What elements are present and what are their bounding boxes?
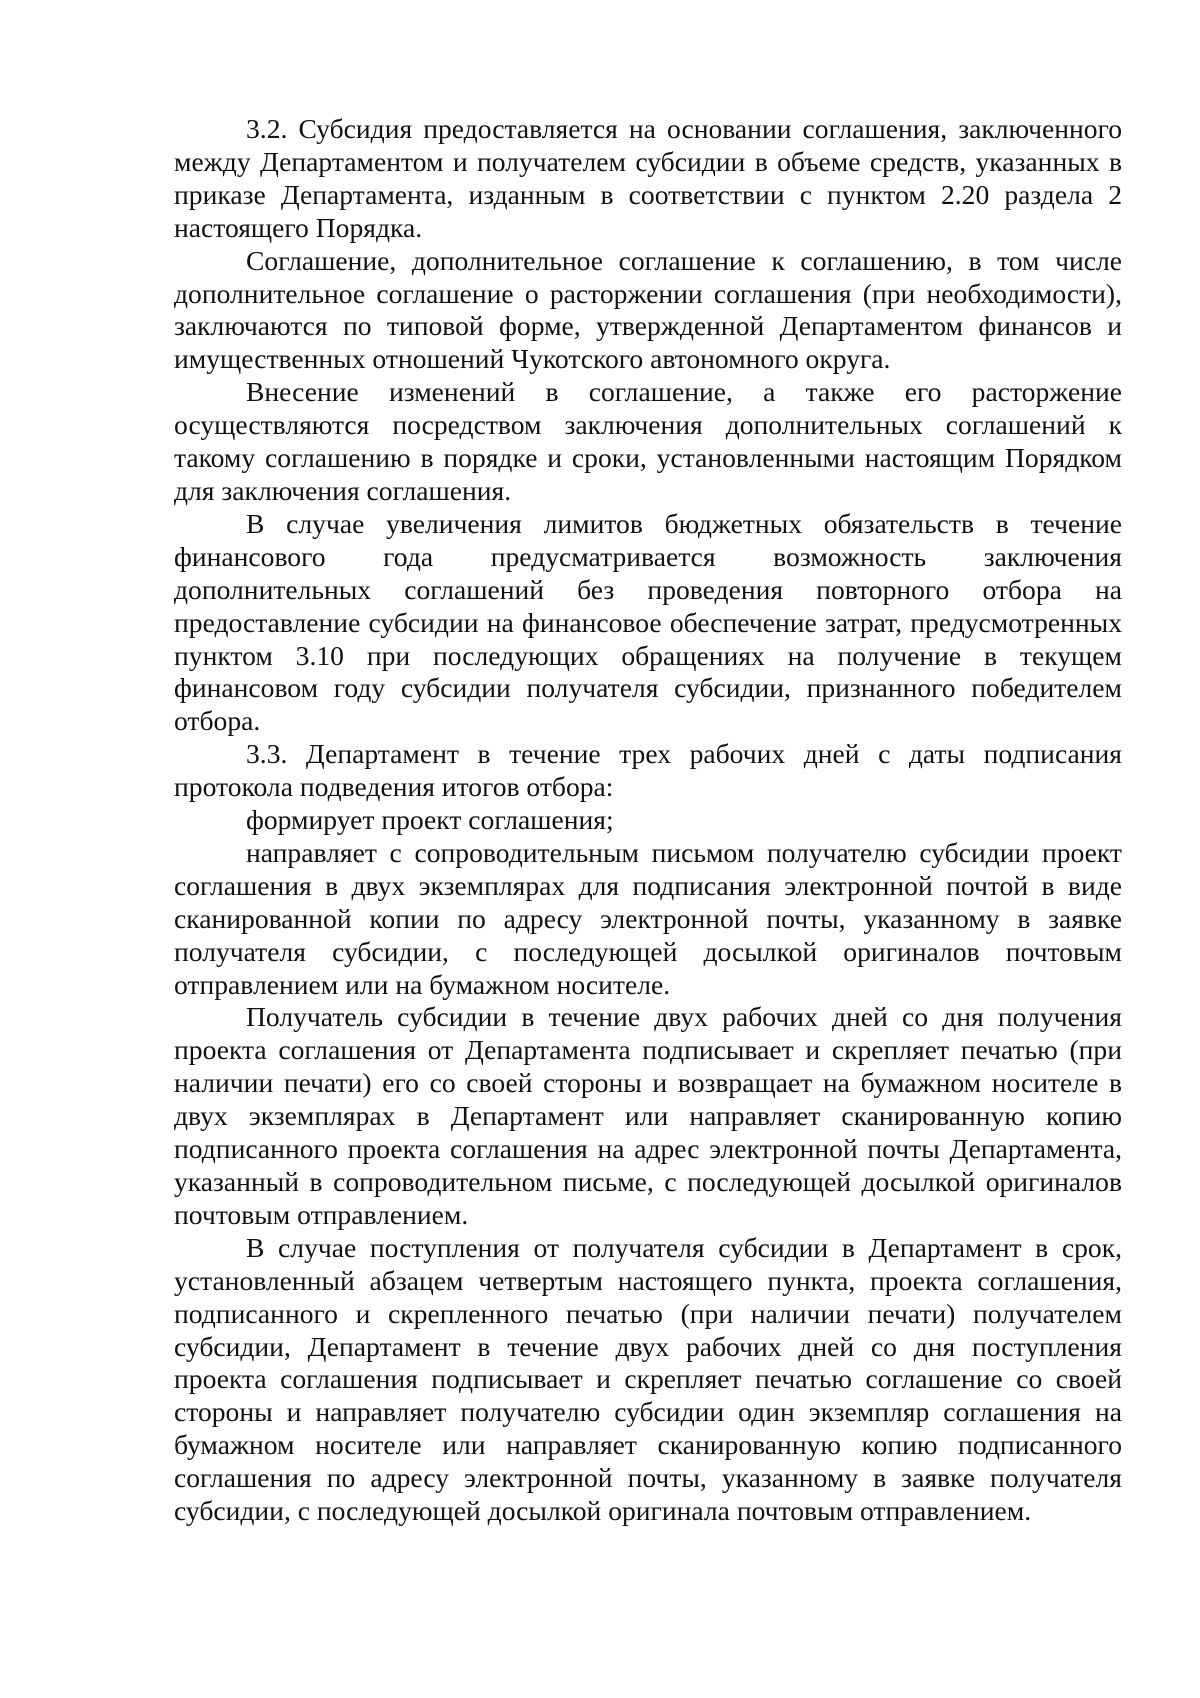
paragraph-draft-agreement: формирует проект соглашения; xyxy=(246,804,614,836)
paragraph-amendments: Внесение изменений в соглашение, а также его расторжение осуществляются посредством заключения дополнительных соглашений к такому соглашению в порядке и сроки, установленными настоящим Порядком для заключения соглашения. xyxy=(174,376,1122,506)
paragraph-recipient-signs: Получатель субсидии в течение двух рабочих дней со дня получения проекта соглашения от Департамента подписывает и скрепляет печатью (при наличии печати) его со своей стороны и возвращает на бумажном носителе в двух экземплярах в Департамент или направляет сканированную копию подписанного проекта соглашения на адрес электронной почты Департамента, указанный в сопроводительном письме, с последующей досылкой оригиналов почтовым отправлением. xyxy=(174,1001,1122,1230)
paragraph-send-draft: направляет с сопроводительным письмом получателю субсидии проект соглашения в двух экземплярах для подписания электронной почтой в виде сканированной копии по адресу электронной почты, указанному в заявке получателя субсидии, с последующей досылкой оригиналов почтовым отправлением или на бумажном носителе. xyxy=(174,836,1122,1000)
document-body xyxy=(174,113,1122,1528)
paragraph-department-signs: В случае поступления от получателя субсидии в Департамент в срок, установленный абзацем четвертым настоящего пункта, проекта соглашения, подписанного и скрепленного печатью (при наличии печати) получателем субсидии, Департамент в течение двух рабочих дней со дня поступления проекта соглашения подписывает и скрепляет печатью соглашение со своей стороны и направляет получателю субсидии один экземпляр соглашения на бумажном носителе или направляет сканированную копию подписанного соглашения по адресу электронной почты, указанному в заявке получателя субсидии, с последующей досылкой оригинала почтовым отправлением. xyxy=(174,1231,1122,1527)
paragraph-agreement-form: Соглашение, дополнительное соглашение к соглашению, в том числе дополнительное соглашение о расторжении соглашения (при необходимости), заключаются по типовой форме, утвержденной Департаментом финансов и имущественных отношений Чукотского автономного округа. xyxy=(174,244,1122,375)
paragraph-3-2: 3.2. Субсидия предоставляется на основании соглашения, заключенного между Департаментом и получателем субсидии в объеме средств, указанных в приказе Департамента, изданным в соответствии с пунктом 2.20 раздела 2 настоящего Порядка. xyxy=(174,113,1122,243)
paragraph-3-3: 3.3. Департамент в течение трех рабочих дней с даты подписания протокола подведения итогов отбора: xyxy=(174,738,1122,803)
paragraph-limits-increase: В случае увеличения лимитов бюджетных обязательств в течение финансового года предусматривается возможность заключения дополнительных соглашений без проведения повторного отбора на предоставление субсидии на финансовое обеспечение затрат, предусмотренных пунктом 3.10 при последующих обращениях на получение в текущем финансовом году субсидии получателя субсидии, признанного победителем отбора. xyxy=(174,507,1122,737)
